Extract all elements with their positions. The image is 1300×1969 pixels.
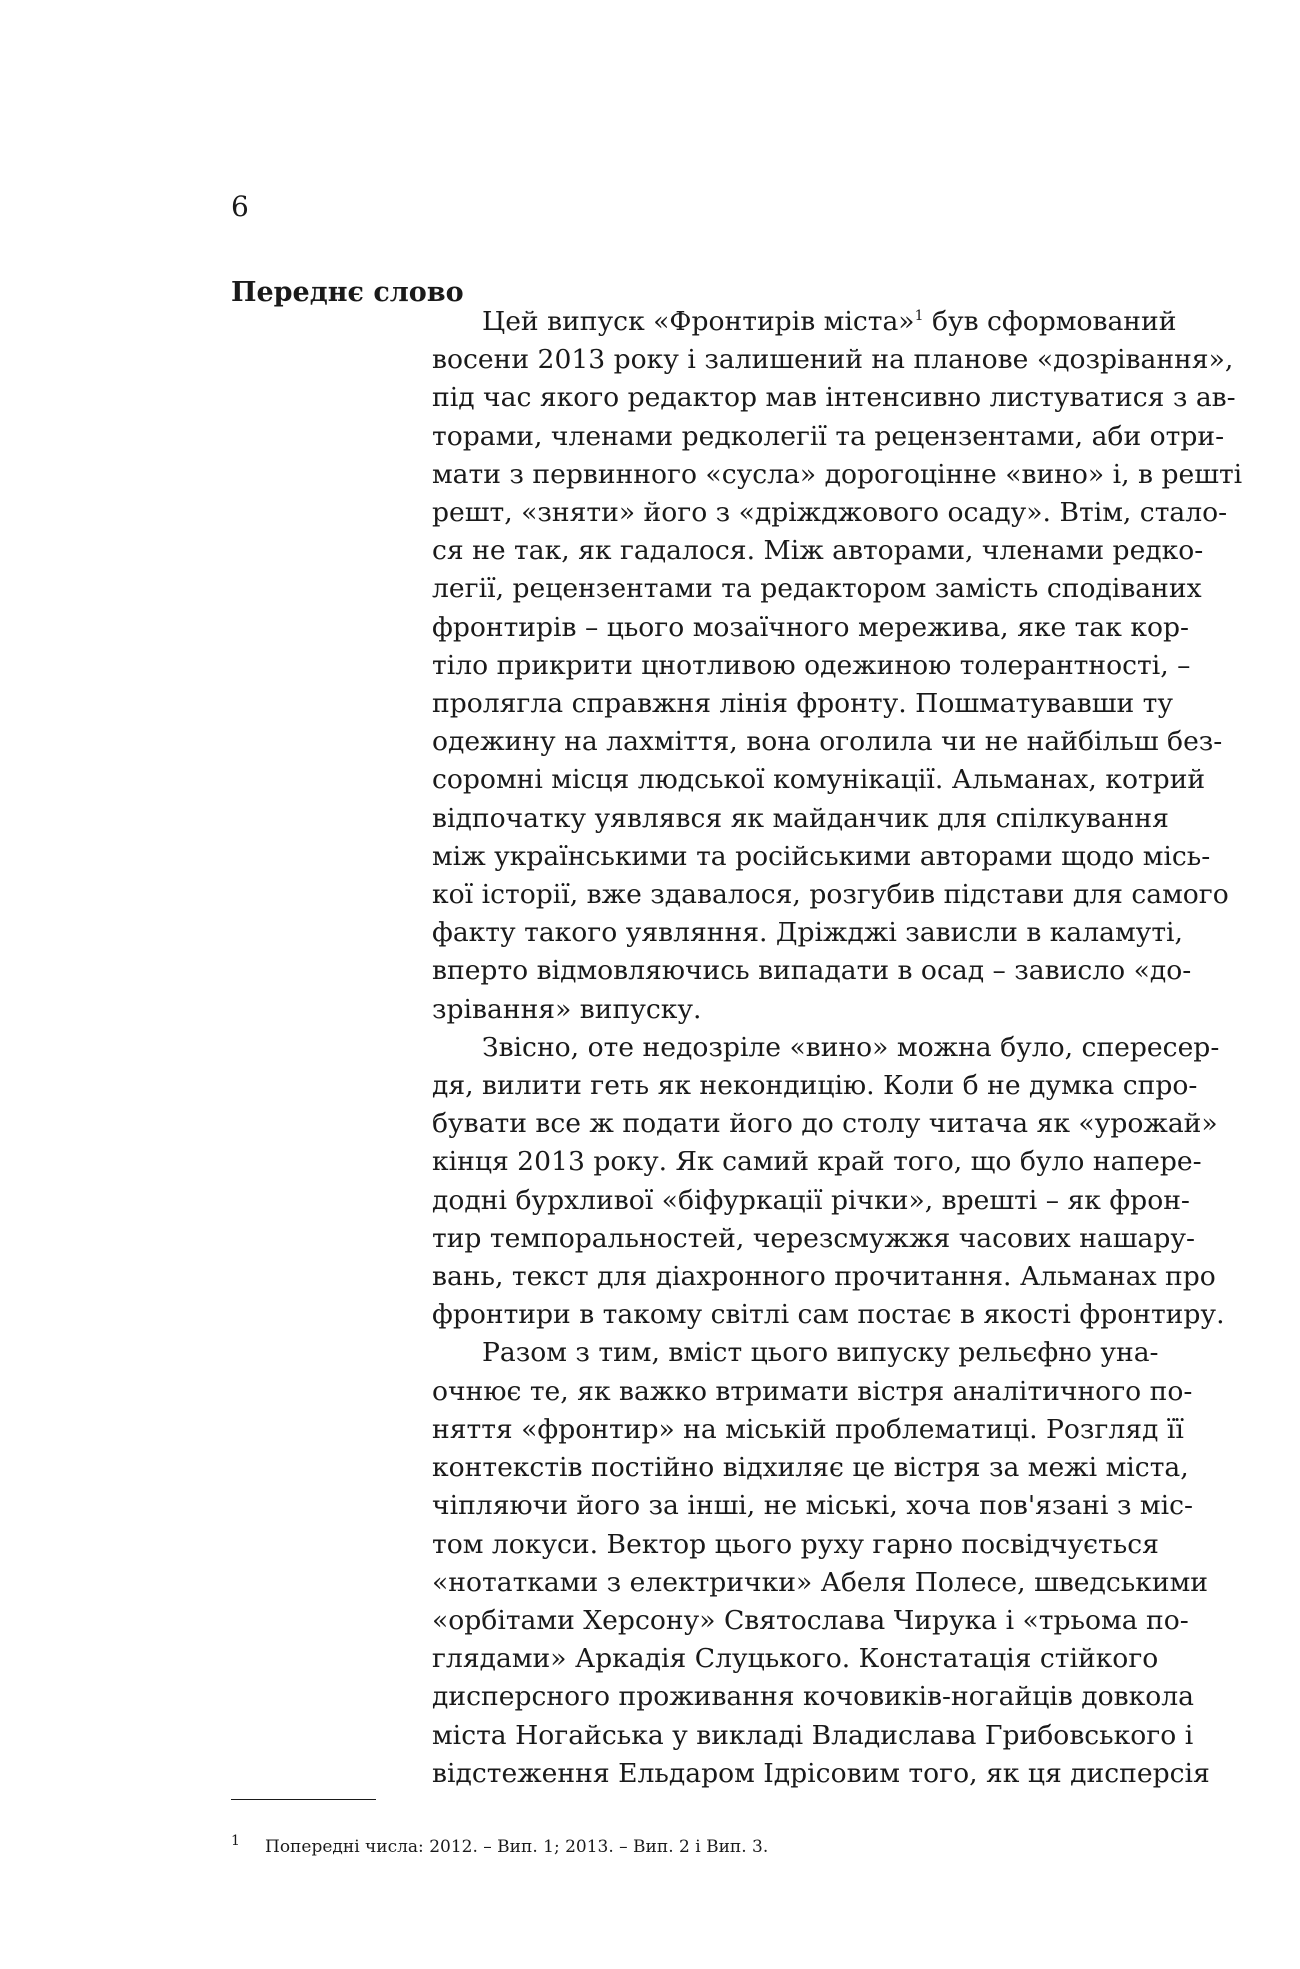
text-line: «нотатками з електрички» Абеля Полесе, шведськими: [432, 1566, 1209, 1598]
text-line: зрівання» випуску.: [432, 993, 702, 1025]
text-line: одежину на лахміття, вона оголила чи не найбільш без-: [432, 726, 1223, 758]
text-line: чіпляючи його за інші, не міські, хоча пов'язані з міс-: [432, 1490, 1193, 1522]
text-line: «орбітами Херсону» Святослава Чирука і «трьома по-: [432, 1604, 1189, 1636]
text-line: глядами» Аркадія Слуцького. Констатація стійкого: [432, 1643, 1159, 1675]
text-line: Звісно, оте недозріле «вино» можна було, спересер-: [482, 1031, 1220, 1063]
text-line: торами, членами редколегії та рецензентами, аби отри-: [432, 420, 1225, 452]
footnote: [231, 1835, 768, 1859]
footnote-text: Попередні числа: 2012. – Вип. 1; 2013. – Вип. 2 і Вип. 3.: [265, 1837, 769, 1857]
text-line: дисперсного проживання кочовиків-ногайців довкола: [432, 1681, 1194, 1713]
text-line: очнює те, як важко втримати вістря аналітичного по-: [432, 1375, 1193, 1407]
text-line: міста Ногайська у викладі Владислава Грибовського і: [432, 1719, 1194, 1751]
footnote-marker: 1: [231, 1833, 240, 1849]
text-line: няття «фронтир» на міській проблематиці. Розгляд її: [432, 1413, 1184, 1445]
text-line: відстеження Ельдаром Ідрісовим того, як ця дисперсія: [432, 1757, 1210, 1789]
text-line: вань, текст для діахронного прочитання. Альманах про: [432, 1261, 1216, 1293]
text-line: [432, 303, 1177, 341]
text-fragment: Цей випуск «Фронтирів міста»: [482, 306, 915, 337]
text-line: фронтири в такому світлі сам постає в якості фронтиру.: [432, 1299, 1225, 1331]
text-line: під час якого редактор мав інтенсивно листуватися з ав-: [432, 382, 1236, 414]
text-line: восени 2013 року і залишений на планове «дозрівання»,: [432, 344, 1234, 376]
text-line: додні бурхливої «біфуркації річки», врешті – як фрон-: [432, 1184, 1190, 1216]
text-line: кінця 2013 року. Як самий край того, що було напере-: [432, 1146, 1202, 1178]
text-line: між українськими та російськими авторами щодо місь-: [432, 840, 1211, 872]
footnote-divider: [231, 1799, 376, 1800]
text-line: тир темпоральностей, черезсмужжя часових нашару-: [432, 1222, 1196, 1254]
text-line: фронтирів – цього мозаїчного мережива, яке так кор-: [432, 611, 1189, 643]
text-line: ся не так, як гадалося. Між авторами, членами редко-: [432, 535, 1204, 567]
text-line: тіло прикрити цнотливою одежиною толерантності, –: [432, 649, 1191, 681]
text-line: том локуси. Вектор цього руху гарно посвідчується: [432, 1528, 1159, 1560]
text-line: решт, «зняти» його з «дріжджового осаду». Втім, стало-: [432, 497, 1228, 529]
text-line: кої історії, вже здавалося, розгубив підстави для самого: [432, 879, 1229, 911]
footnote-reference[interactable]: 1: [914, 308, 924, 325]
text-line: бувати все ж подати його до столу читача як «урожай»: [432, 1108, 1218, 1140]
text-line: дя, вилити геть як некондицію. Коли б не думка спро-: [432, 1070, 1198, 1102]
text-line: соромні місця людської комунікації. Альманах, котрий: [432, 764, 1206, 796]
page-number: 6: [231, 190, 249, 223]
text-line: Разом з тим, вміст цього випуску рельєфно уна-: [482, 1337, 1159, 1369]
text-fragment: був сформований: [923, 306, 1177, 337]
text-line: легії, рецензентами та редактором замість сподіваних: [432, 573, 1202, 605]
text-line: вперто відмовляючись випадати в осад – зависло «до-: [432, 955, 1192, 987]
text-line: контекстів постійно відхиляє це вістря за межі міста,: [432, 1452, 1189, 1484]
text-line: мати з первинного «сусла» дорогоцінне «вино» і, в решті: [432, 458, 1243, 490]
text-line: факту такого уявляння. Дріжджі зависли в каламуті,: [432, 917, 1183, 949]
section-title: Переднє слово: [231, 277, 464, 308]
text-line: пролягла справжня лінія фронту. Пошматувавши ту: [432, 688, 1174, 720]
body-text: [432, 303, 1243, 1793]
text-line: відпочатку уявлявся як майданчик для спілкування: [432, 802, 1169, 834]
